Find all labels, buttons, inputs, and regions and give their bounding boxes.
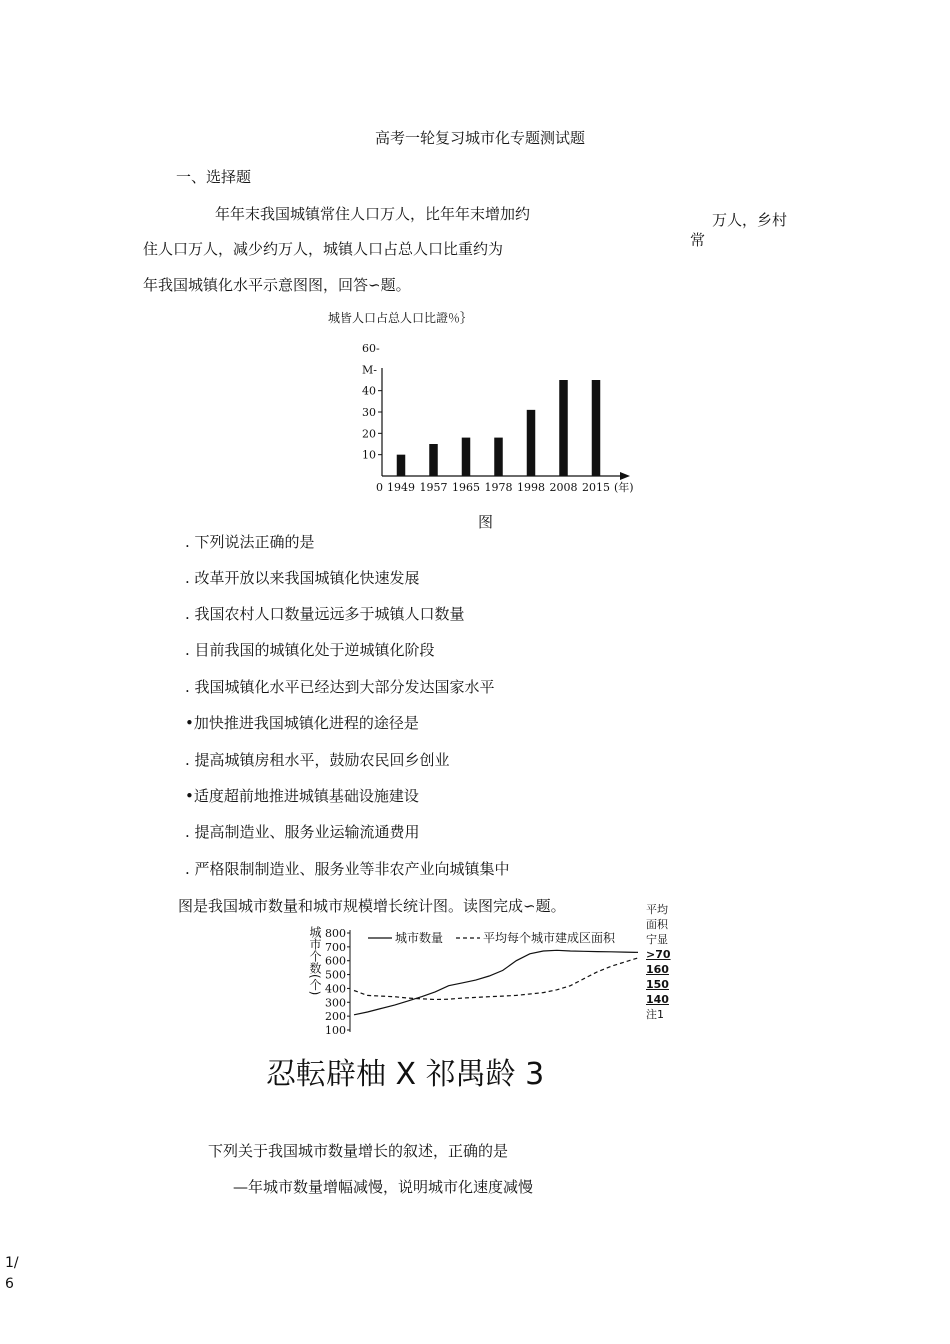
intro-line-1: 年年末我国城镇常住人口万人，比年年末增加约 [215,205,531,223]
bar-1965 [462,438,471,476]
right-axis-tick-5: 注1 [646,1008,664,1021]
line-y-tick-label: 100 [325,1024,346,1037]
garbled-text-line: 忍転辟柚 X 祁禺龄 3 [266,1057,545,1092]
line-y-tick-label: 600 [325,954,346,968]
bar-2008 [559,380,568,476]
right-axis-tick-1: >70 [646,948,671,961]
bar-y-tick-label: 60- [362,342,380,355]
bar-y-tick-label: 20 [362,427,376,441]
bar-1978 [494,438,503,476]
bar-1957 [429,444,438,476]
bar-x-tick-label: 1978 [484,481,513,494]
x-origin-label: 0 [376,481,383,494]
figure-1-caption: 图 [478,513,494,531]
bar-x-tick-label: 1949 [387,481,415,494]
intro-2: 图是我国城市数量和城市规模增长统计图。读图完成∽题。 [178,897,566,915]
section-heading: 一、选择题 [176,168,252,186]
q2-stem: •加快推进我国城镇化进程的途径是 [185,714,419,732]
bar-x-tick-label: 2008 [549,481,578,494]
bar-x-tick-label: 1998 [517,481,545,494]
bar-y-tick-label: M- [362,363,377,377]
intro-side-2: 常 [690,231,706,249]
intro-line-3: 年我国城镇化水平示意图图，回答∽题。 [143,276,411,294]
page-number-top: 1/ [5,1255,19,1271]
line-y-tick-label: 800 [325,927,346,940]
line-y-tick-label: 500 [325,968,346,982]
q1-option-c: . 目前我国的城镇化处于逆城镇化阶段 [185,641,435,659]
series-line-1 [354,950,638,1015]
series-line-2 [354,958,638,1000]
line-chart-ylabel: 城市个数(个) [308,926,322,996]
q2-option-c: . 提高制造业、服务业运输流通费用 [185,823,420,841]
x-axis-unit: (年) [614,481,634,494]
q3-option-a: —年城市数量增幅减慢，说明城市化速度减慢 [233,1178,534,1196]
line-y-tick-label: 300 [325,996,346,1010]
right-axis-tick-4: 140 [646,993,669,1006]
q2-option-a: . 提高城镇房租水平，鼓励农民回乡创业 [185,751,450,769]
right-axis-tick-3: 150 [646,978,669,991]
q2-option-d: . 严格限制制造业、服务业等非农产业向城镇集中 [185,860,510,878]
q1-option-a: . 改革开放以来我国城镇化快速发展 [185,569,420,587]
bar-x-tick-label: 2015 [582,481,610,494]
bar-x-tick-label: 1957 [419,481,448,494]
legend-series-2: 平均每个城市建成区面积 [483,931,616,945]
bar-y-tick-label: 10 [362,448,376,462]
line-y-tick-label: 200 [325,1010,346,1024]
document-title: 高考一轮复习城市化专题测试题 [375,129,586,147]
q2-option-b: •适度超前地推进城镇基础设施建设 [185,787,419,805]
bar-2015 [592,380,601,476]
right-axis-title-3: 宁显 [646,933,668,946]
q3-stem: 下列关于我国城市数量增长的叙述，正确的是 [208,1142,509,1160]
bar-x-tick-label: 1965 [452,481,480,494]
urbanization-bar-chart [320,308,650,500]
q1-stem: . 下列说法正确的是 [185,533,315,551]
city-growth-line-chart [300,922,645,1040]
page-number-bottom: 6 [5,1276,14,1292]
bar-chart-title: 城皆人口占总人口比證％｝ [328,311,473,325]
x-axis-arrow [620,472,630,480]
legend-series-1: 城市数量 [395,931,444,945]
q1-option-d: . 我国城镇化水平已经达到大部分发达国家水平 [185,678,495,696]
intro-side-1: 万人，乡村 [712,211,788,229]
right-axis-title-1: 平均 [646,903,668,916]
bar-1998 [527,410,536,476]
line-y-tick-label: 700 [325,940,346,954]
right-axis-tick-2: 160 [646,963,669,976]
q1-option-b: . 我国农村人口数量远远多于城镇人口数量 [185,605,465,623]
right-axis-title-2: 面积 [646,918,668,931]
line-y-tick-label: 400 [325,982,346,996]
intro-line-2: 住人口万人，减少约万人，城镇人口占总人口比重约为 [143,240,504,258]
bar-y-tick-label: 40 [362,384,376,398]
bar-1949 [397,455,406,476]
bar-y-tick-label: 30 [362,406,376,419]
